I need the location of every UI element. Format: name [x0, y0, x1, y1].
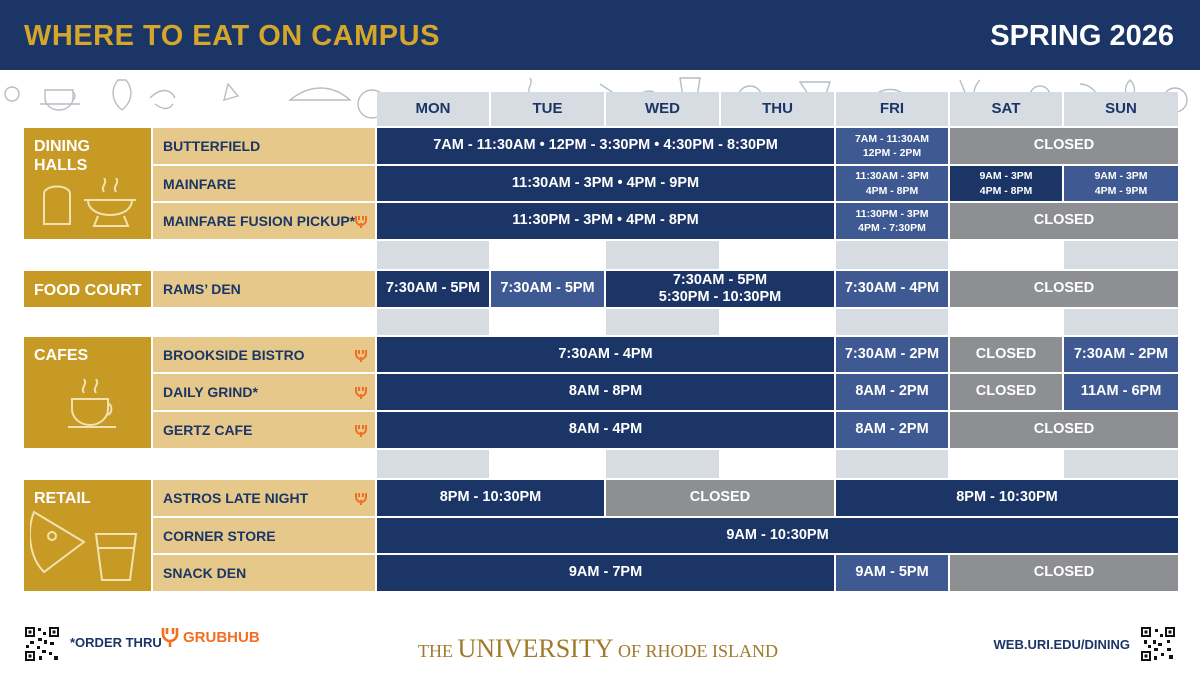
hours-gertz-mon-thu: 8AM - 4PM	[377, 412, 834, 448]
day-header-wed: WED	[606, 92, 719, 126]
hours-line: 9AM - 3PM	[979, 170, 1033, 183]
grubhub-icon	[160, 626, 180, 648]
venue-label: GERTZ CAFE	[163, 422, 253, 438]
hours-rams-wed-thu	[606, 271, 834, 307]
grubhub-icon	[353, 384, 369, 400]
spacer-cell	[606, 309, 719, 335]
venue-label: ASTROS LATE NIGHT	[163, 490, 309, 506]
hours-mainfare-sat	[950, 166, 1062, 201]
hours-corner-store-all: 9AM - 10:30PM	[377, 518, 1178, 553]
hours-grind-mon-thu: 8AM - 8PM	[377, 374, 834, 410]
hours-line: 7:30AM - 5PM	[672, 271, 768, 288]
day-header-mon: MON	[377, 92, 489, 126]
hours-snack-sat-sun: CLOSED	[950, 555, 1178, 591]
venue-label: MAINFARE FUSION PICKUP*	[163, 213, 356, 229]
website-link[interactable]: WEB.URI.EDU/DINING	[993, 637, 1130, 652]
day-header-sun: SUN	[1064, 92, 1178, 126]
bread-and-soup-icon	[38, 178, 138, 234]
venue-label: DAILY GRIND*	[163, 384, 258, 400]
spacer-cell	[377, 241, 489, 269]
category-retail	[24, 480, 151, 591]
grubhub-logo	[160, 626, 260, 648]
hours-line: 4PM - 8PM	[865, 184, 919, 197]
hours-line: 7AM - 11:30AM	[854, 132, 930, 145]
pizza-and-drink-icon	[30, 500, 146, 586]
uni-the: THE	[418, 641, 453, 661]
grubhub-wordmark: GRUBHUB	[183, 628, 260, 646]
spacer-cell	[836, 450, 948, 478]
hours-grind-sun: 11AM - 6PM	[1064, 374, 1178, 410]
hours-rams-fri: 7:30AM - 4PM	[836, 271, 948, 307]
hours-mainfare-mon-thu: 11:30AM - 3PM • 4PM - 9PM	[377, 166, 834, 201]
order-thru-label: *ORDER THRU	[70, 635, 162, 650]
hours-butterfield-sat-sun: CLOSED	[950, 128, 1178, 164]
venue-snack-den	[153, 555, 375, 591]
category-label: CAFES	[34, 347, 89, 364]
venue-label: SNACK DEN	[163, 565, 247, 581]
category-dining-halls	[24, 128, 151, 239]
hours-rams-mon: 7:30AM - 5PM	[377, 271, 489, 307]
hours-line: 5:30PM - 10:30PM	[658, 289, 782, 305]
hours-snack-mon-thu: 9AM - 7PM	[377, 555, 834, 591]
qr-code-grubhub[interactable]	[24, 626, 60, 662]
hours-line: 11:30PM - 3PM	[855, 207, 929, 220]
venue-label: RAMS’ DEN	[163, 281, 241, 297]
hours-fusion-sat-sun: CLOSED	[950, 203, 1178, 239]
hours-brookside-fri: 7:30AM - 2PM	[836, 337, 948, 372]
grubhub-icon	[353, 347, 369, 363]
category-cafes	[24, 337, 151, 448]
hours-astros-fri-sun: 8PM - 10:30PM	[836, 480, 1178, 516]
venue-butterfield	[153, 128, 375, 164]
venue-label: BUTTERFIELD	[163, 138, 261, 154]
category-label: FOOD COURT	[34, 282, 142, 299]
grubhub-icon	[353, 213, 369, 229]
hours-butterfield-mon-thu: 7AM - 11:30AM • 12PM - 3:30PM • 4:30PM - 8:30PM	[377, 128, 834, 164]
hours-rams-sat-sun: CLOSED	[950, 271, 1178, 307]
venue-mainfare	[153, 166, 375, 201]
qr-code-dining-site[interactable]	[1140, 626, 1176, 662]
grubhub-icon	[353, 490, 369, 506]
hours-astros-mon-tue: 8PM - 10:30PM	[377, 480, 604, 516]
hours-fusion-mon-thu: 11:30PM - 3PM • 4PM - 8PM	[377, 203, 834, 239]
season-label: SPRING 2026	[990, 20, 1174, 52]
spacer-cell	[606, 241, 719, 269]
venue-rams-den	[153, 271, 375, 307]
venue-label: BROOKSIDE BISTRO	[163, 346, 305, 363]
venue-gertz-cafe	[153, 412, 375, 448]
hours-brookside-sun: 7:30AM - 2PM	[1064, 337, 1178, 372]
venue-brookside-bistro	[153, 337, 375, 372]
uni-name: UNIVERSITY	[457, 634, 614, 663]
hours-line: 4PM - 7:30PM	[858, 222, 926, 234]
venue-corner-store	[153, 518, 375, 553]
hours-astros-wed-thu: CLOSED	[606, 480, 834, 516]
hours-line: 11:30AM - 3PM	[855, 170, 929, 183]
hours-snack-fri: 9AM - 5PM	[836, 555, 948, 591]
hours-line: 4PM - 8PM	[979, 184, 1033, 197]
venue-astros-late-night	[153, 480, 375, 516]
grubhub-icon	[353, 422, 369, 438]
hours-line: 4PM - 9PM	[1094, 184, 1148, 197]
hours-line: 9AM - 3PM	[1094, 170, 1148, 183]
hours-gertz-sat-sun: CLOSED	[950, 412, 1178, 448]
page-title: WHERE TO EAT ON CAMPUS	[24, 20, 440, 52]
hours-fusion-fri	[836, 203, 948, 239]
day-header-fri: FRI	[836, 92, 948, 126]
spacer-cell	[1064, 450, 1178, 478]
day-header-tue: TUE	[491, 92, 604, 126]
hours-butterfield-fri	[836, 128, 948, 164]
uni-rest: OF RHODE ISLAND	[618, 641, 779, 661]
spacer-cell	[836, 309, 948, 335]
hours-brookside-sat: CLOSED	[950, 337, 1062, 372]
category-food-court	[24, 271, 151, 307]
hours-mainfare-sun	[1064, 166, 1178, 201]
university-wordmark	[418, 634, 778, 664]
hours-grind-fri: 8AM - 2PM	[836, 374, 948, 410]
day-header-sat: SAT	[950, 92, 1062, 126]
venue-daily-grind	[153, 374, 375, 410]
hours-gertz-fri: 8AM - 2PM	[836, 412, 948, 448]
day-header-thu: THU	[721, 92, 834, 126]
category-label: DINING HALLS	[34, 138, 90, 175]
venue-mainfare-fusion	[153, 203, 375, 239]
spacer-cell	[377, 309, 489, 335]
venue-label: MAINFARE	[163, 175, 237, 192]
hours-line: 12PM - 2PM	[862, 147, 922, 159]
venue-label: CORNER STORE	[163, 527, 276, 544]
hours-grind-sat: CLOSED	[950, 374, 1062, 410]
spacer-cell	[836, 241, 948, 269]
hours-mainfare-fri	[836, 166, 948, 201]
spacer-cell	[1064, 241, 1178, 269]
spacer-cell	[606, 450, 719, 478]
coffee-cup-icon	[64, 375, 124, 435]
spacer-cell	[1064, 309, 1178, 335]
category-label: RETAIL	[34, 490, 91, 507]
hours-rams-tue: 7:30AM - 5PM	[491, 271, 604, 307]
hours-brookside-mon-thu: 7:30AM - 4PM	[377, 337, 834, 372]
spacer-cell	[377, 450, 489, 478]
